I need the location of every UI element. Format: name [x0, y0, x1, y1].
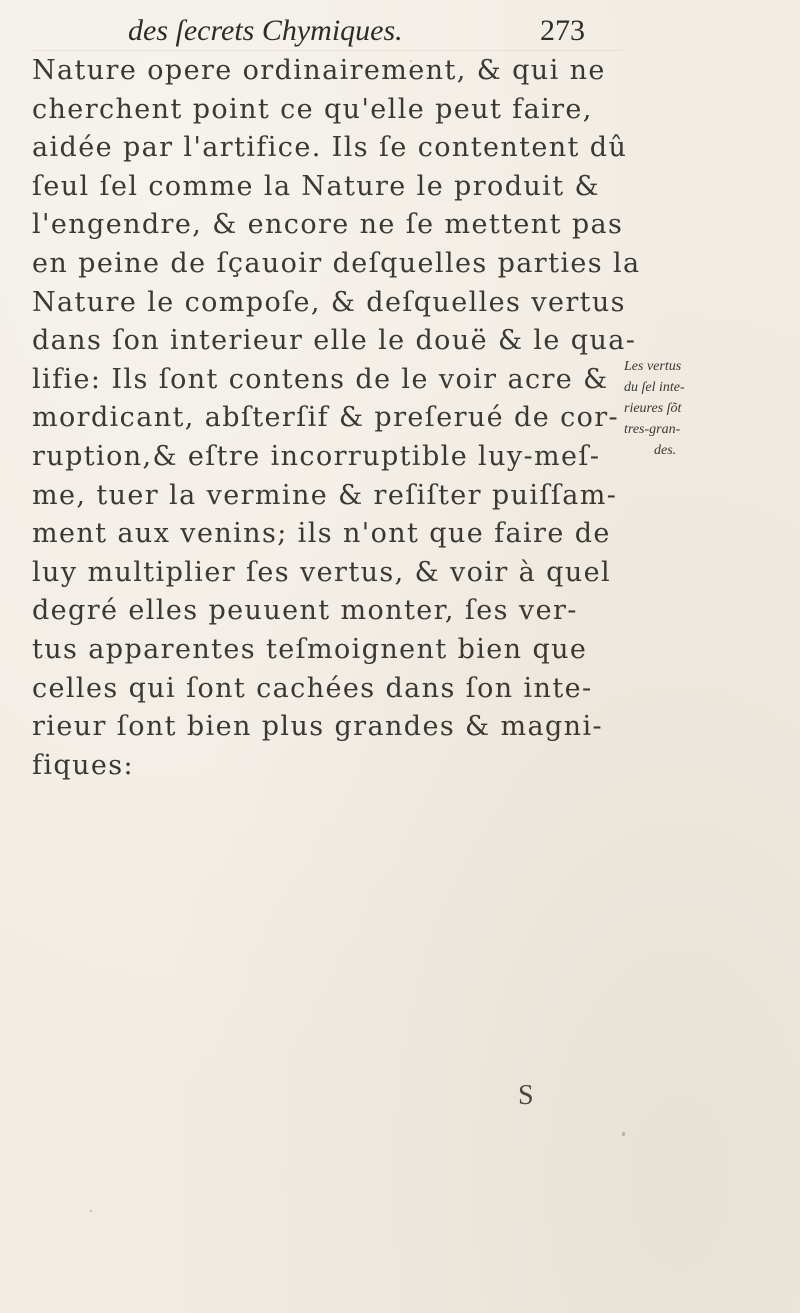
text-line: luy multiplier ſes vertus, & voir à quel [32, 556, 612, 588]
text-line: Nature opere ordinairement, & qui ne [32, 55, 606, 86]
margin-note-line: Les vertus [624, 359, 682, 374]
margin-note-line: des. [654, 443, 677, 458]
text-line: degré elles peuuent monter, ſes ver- [32, 595, 578, 627]
text-line: fiques: [32, 749, 135, 781]
text-line: ſeul ſel comme la Nature le produit & [32, 170, 600, 202]
page-number: 273 [540, 14, 585, 47]
text-line: ruption,& eſtre incorruptible luy-meſ- [32, 440, 601, 472]
margin-note-line: rieures ſõt [624, 401, 682, 416]
signature-mark: S [518, 1080, 534, 1111]
text-line: lifie: Ils ſont contens de le voir acre & [32, 363, 609, 395]
text-line: tus apparentes teſmoignent bien que [32, 633, 588, 665]
running-head: des ſecrets Chymiques. [128, 14, 403, 47]
text-line: rieur ſont bien plus grandes & magni- [32, 711, 604, 743]
text-line: celles qui ſont cachées dans ſon inte- [32, 672, 593, 704]
header-rule [32, 50, 622, 51]
text-line: dans ſon interieur elle le douë & le qua- [32, 325, 637, 357]
paper-speck [90, 1210, 92, 1212]
paper-speck [410, 60, 412, 62]
text-line: ment aux venins; ils n'ont que faire de [32, 518, 611, 550]
text-line: en peine de ſçauoir deſquelles parties la [32, 247, 641, 279]
body-text [32, 52, 641, 785]
text-line: cherchent point ce qu'elle peut faire, [32, 93, 593, 125]
text-line: aidée par l'artifice. Ils ſe contentent dû [32, 132, 628, 164]
text-line: me, tuer la vermine & reſiſter puiſſam- [32, 479, 618, 511]
text-line: Nature le compoſe, & deſquelles vertus [32, 286, 626, 318]
margin-note-line: tres-gran- [624, 422, 681, 437]
margin-note-line: du ſel inte- [624, 380, 685, 395]
text-line: mordicant, abſterſif & preſerué de cor- [32, 402, 620, 434]
text-line: l'engendre, & encore ne ſe mettent pas [32, 209, 624, 241]
margin-note [624, 356, 744, 461]
paper-speck [622, 1132, 625, 1136]
